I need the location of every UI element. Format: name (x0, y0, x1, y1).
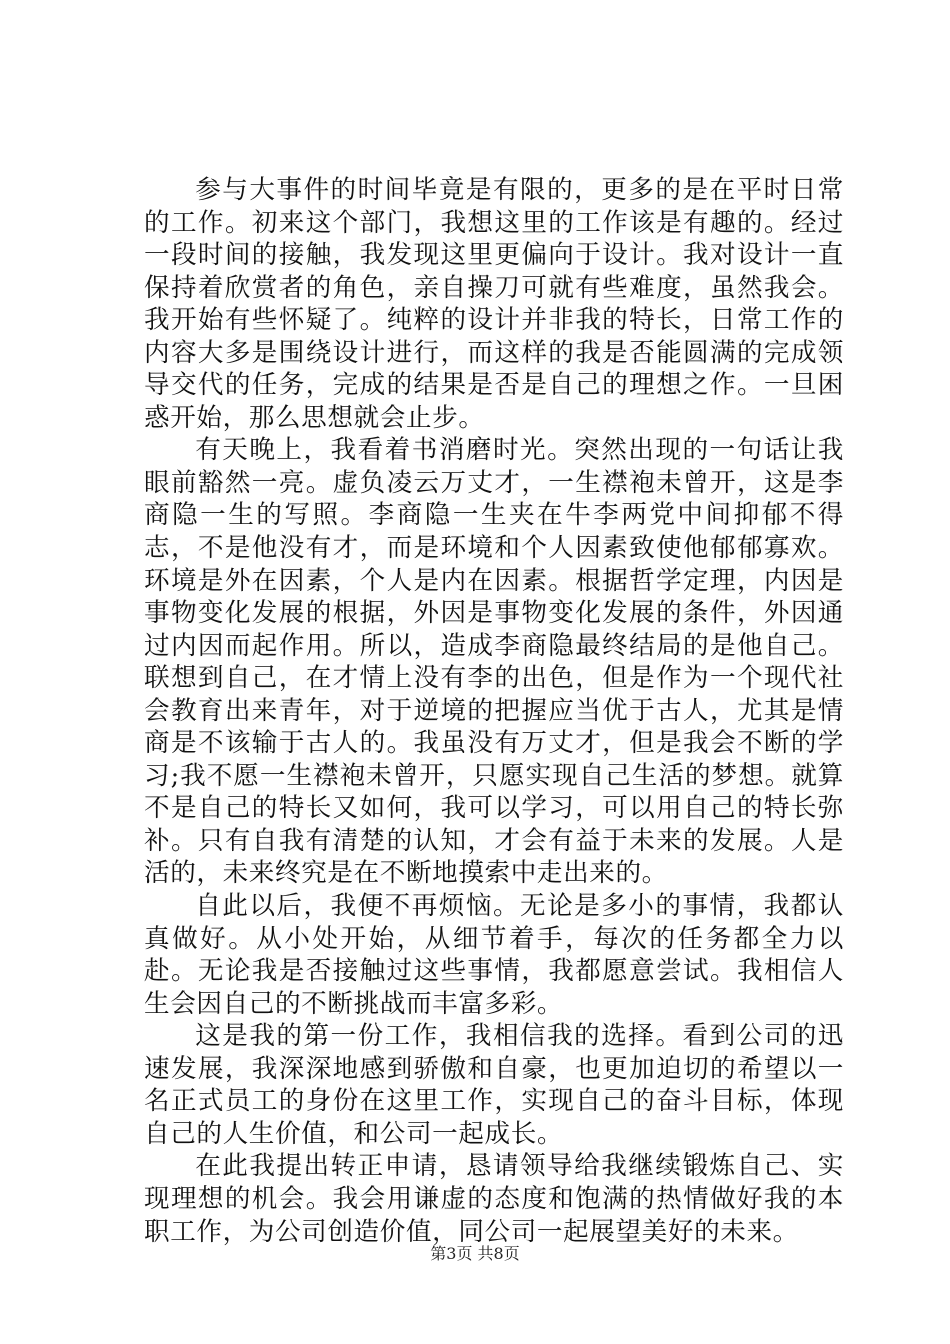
paragraph-4: 这是我的第一份工作，我相信我的选择。看到公司的迅速发展，我深深地感到骄傲和自豪，也更加迫切的希望以一名正式员工的身份在这里工作，实现自己的奋斗目标，体现自己的人生价值，和公司一起成长。 (144, 1021, 844, 1149)
paragraph-5: 在此我提出转正申请，恳请领导给我继续锻炼自己、实现理想的机会。我会用谦虚的态度和饱满的热情做好我的本职工作，为公司创造价值，同公司一起展望美好的未来。 (144, 1151, 844, 1247)
paragraph-1: 参与大事件的时间毕竟是有限的，更多的是在平时日常的工作。初来这个部门，我想这里的工作该是有趣的。经过一段时间的接触，我发现这里更偏向于设计。我对设计一直保持着欣赏者的角色，亲自操刀可就有些难度，虽然我会。我开始有些怀疑了。纯粹的设计并非我的特长，日常工作的内容大多是围绕设计进行，而这样的我是否能圆满的完成领导交代的任务，完成的结果是否是自己的理想之作。一旦困惑开始，那么思想就会止步。 (144, 175, 844, 433)
document-body (144, 174, 844, 1248)
paragraph-3: 自此以后，我便不再烦恼。无论是多小的事情，我都认真做好。从小处开始，从细节着手，每次的任务都全力以赴。无论我是否接触过这些事情，我都愿意尝试。我相信人生会因自己的不断挑战而丰富多彩。 (144, 891, 844, 1019)
paragraph-2: 有天晚上，我看着书消磨时光。突然出现的一句话让我眼前豁然一亮。虚负凌云万丈才，一生襟袍未曾开，这是李商隐一生的写照。李商隐一生夹在牛李两党中间抑郁不得志，不是他没有才，而是环境和个人因素致使他郁郁寡欢。环境是外在因素，个人是内在因素。根据哲学定理，内因是事物变化发展的根据，外因是事物变化发展的条件，外因通过内因而起作用。所以，造成李商隐最终结局的是他自己。联想到自己，在才情上没有李的出色，但是作为一个现代社会教育出来青年，对于逆境的把握应当优于古人，尤其是情商是不该输于古人的。我虽没有万丈才，但是我会不断的学习;我不愿一生襟袍未曾开，只愿实现自己生活的梦想。就算不是自己的特长又如何，我可以学习，可以用自己的特长弥补。只有自我有清楚的认知，才会有益于未来的发展。人是活的，未来终究是在不断地摸索中走出来的。 (144, 435, 844, 889)
page-number-footer: 第3页 共8页 (430, 1244, 520, 1263)
